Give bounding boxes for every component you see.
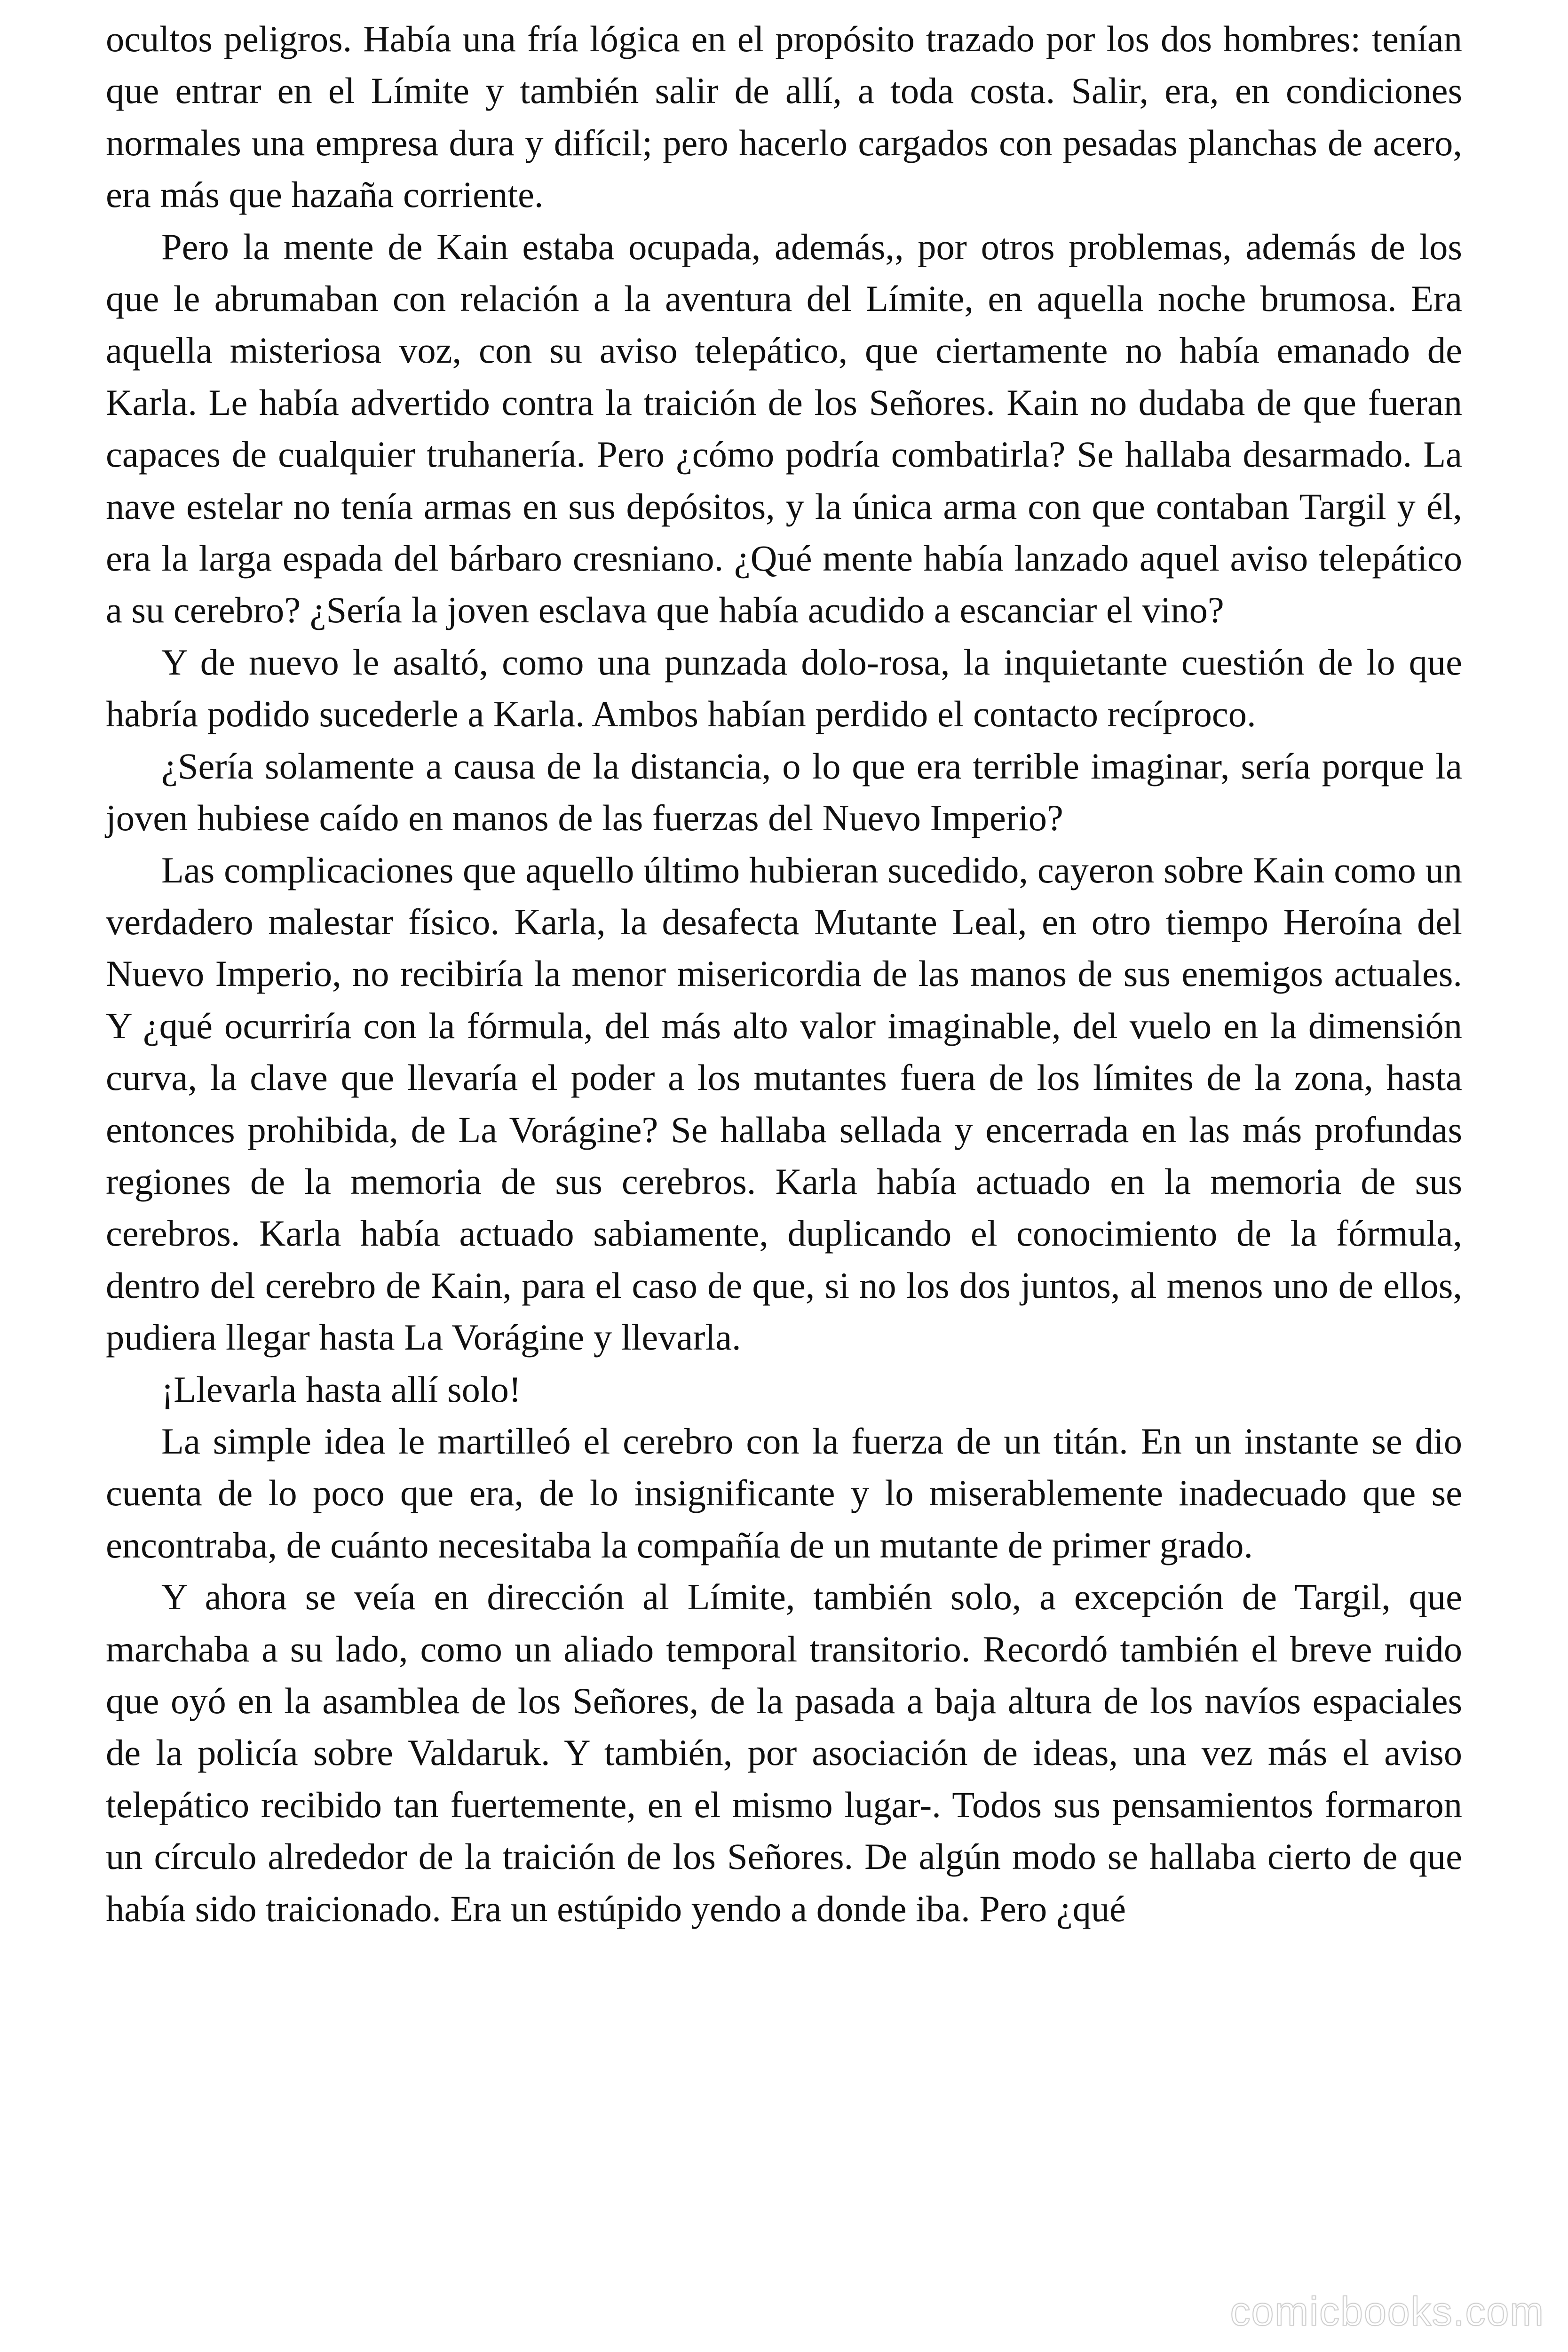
paragraph-5: Las complicaciones que aquello último hubieran sucedido, cayeron sobre Kain como un verdadero malestar físico. Karla, la desafecta Mutante Leal, en otro tiempo Heroína del Nuevo Imperio, no recibiría la menor misericordia de las manos de sus enemigos actuales. Y ¿qué ocurriría con la fórmula, del más alto valor imaginable, del vuelo en la dimensión curva, la clave que llevaría el poder a los mutantes fuera de los límites de la zona, hasta entonces prohibida, de La Vorágine? Se hallaba sellada y encerrada en las más profundas regiones de la memoria de sus cerebros. Karla había actuado en la memoria de sus cerebros. Karla había actuado sabiamente, duplicando el conocimiento de la fórmula, dentro del cerebro de Kain, para el caso de que, si no los dos juntos, al menos uno de ellos, pudiera llegar hasta La Vorágine y llevarla. [106,849,1462,1358]
paragraph-1: ocultos peligros. Había una fría lógica en el propósito trazado por los dos hombres: tenían que entrar en el Límite y también salir de allí, a toda costa. Salir, era, en condiciones normales una empresa dura y difícil; pero hacerlo cargados con pesadas planchas de acero, era más que hazaña corriente. [106,18,1462,215]
paragraph-6: ¡Llevarla hasta allí solo! [161,1368,522,1410]
paragraph-2: Pero la mente de Kain estaba ocupada, además,, por otros problemas, además de los que le abrumaban con relación a la aventura del Límite, en aquella noche brumosa. Era aquella misteriosa voz, con su aviso telepático, que ciertamente no había emanado de Karla. Le había advertido contra la traición de los Señores. Kain no dudaba de que fueran capaces de cualquier truhanería. Pero ¿cómo podría combatirla? Se hallaba desarmado. La nave estelar no tenía armas en sus depósitos, y la única arma con que contaban Targil y él, era la larga espada del bárbaro cresniano. ¿Qué mente había lanzado aquel aviso telepático a su cerebro? ¿Sería la joven esclava que había acudido a escanciar el vino? [106,226,1462,631]
document-page [106,13,1462,1935]
watermark-text: comicbooks.com [1230,2289,1544,2334]
paragraph-3: Y de nuevo le asaltó, como una punzada dolo-rosa, la inquietante cuestión de lo que habría podido sucederle a Karla. Ambos habían perdido el contacto recíproco. [106,641,1462,735]
paragraph-7: La simple idea le martilleó el cerebro con la fuerza de un titán. En un instante se dio cuenta de lo poco que era, de lo insignificante y lo miserablemente inadecuado que se encontraba, de cuánto necesitaba la compañía de un mutante de primer grado. [106,1420,1462,1565]
paragraph-8: Y ahora se veía en dirección al Límite, también solo, a excepción de Targil, que marchaba a su lado, como un aliado temporal transitorio. Recordó también el breve ruido que oyó en la asamblea de los Señores, de la pasada a baja altura de los navíos espaciales de la policía sobre Valdaruk. Y también, por asociación de ideas, una vez más el aviso telepático recibido tan fuertemente, en el mismo lugar-. Todos sus pensamientos formaron un círculo alrededor de la traición de los Señores. De algún modo se hallaba cierto de que había sido traicionado. Era un estúpido yendo a donde iba. Pero ¿qué [106,1576,1462,1929]
paragraph-4: ¿Sería solamente a causa de la distancia, o lo que era terrible imaginar, sería porque la joven hubiese caído en manos de las fuerzas del Nuevo Imperio? [106,745,1462,839]
